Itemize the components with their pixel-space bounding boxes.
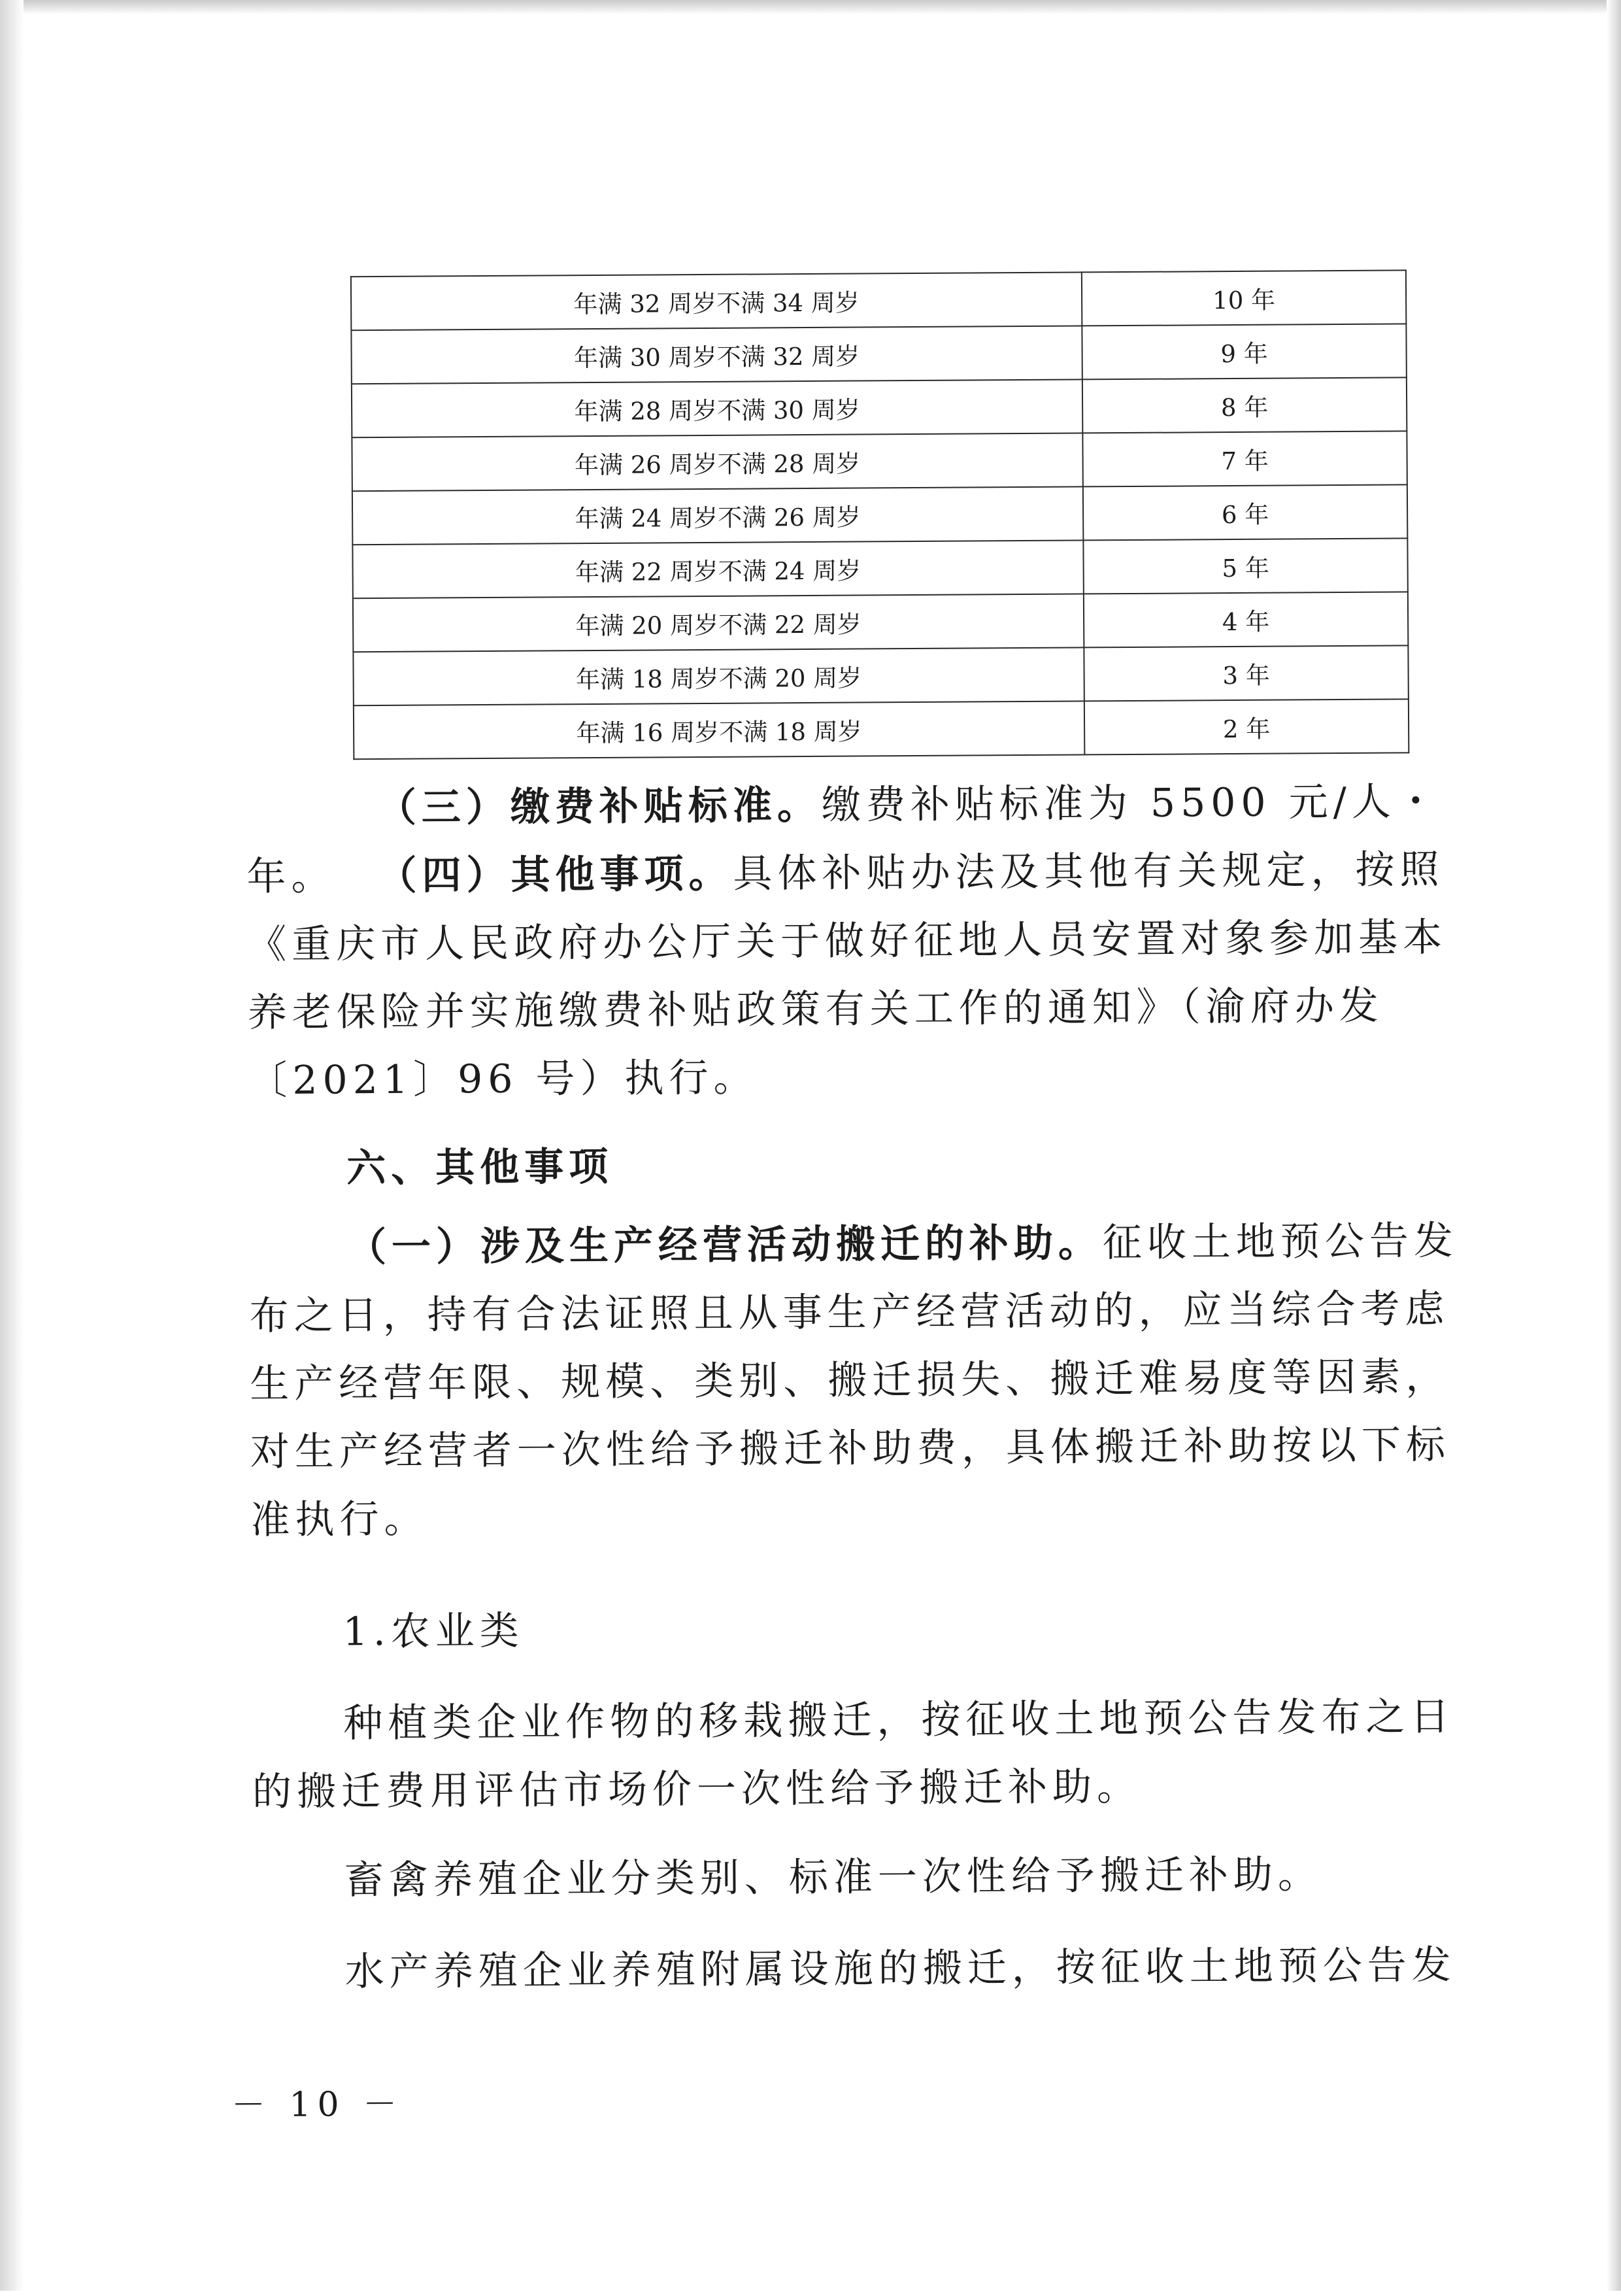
- years-cell: 2 年: [1084, 699, 1409, 754]
- years-cell: 7 年: [1082, 431, 1407, 486]
- agriculture-subheading: 1.农业类: [343, 1608, 525, 1655]
- table-row: [353, 592, 1408, 652]
- table-row: [351, 270, 1406, 330]
- age-range-cell: 年满 30 周岁不满 32 周岁: [351, 326, 1082, 384]
- age-range-cell: 年满 26 周岁不满 28 周岁: [352, 433, 1082, 491]
- years-cell: 8 年: [1082, 377, 1407, 433]
- age-years-table: [350, 269, 1409, 760]
- planting-paragraph: 种植类企业作物的移栽搬迁，按征收土地预公告发布之日的搬迁费用评估市场价一次性给予搬迁补助。: [252, 1693, 1455, 1815]
- paragraph-body: 具体补贴办法及其他有关规定，按照《重庆市人民政府办公厅关于做好征地人员安置对象参加基本养老保险并实施缴费补贴政策有关工作的通知》（渝府办发〔2021〕96 号）执行。: [246, 847, 1448, 1104]
- table-row: [352, 538, 1407, 598]
- table-row: [351, 324, 1406, 384]
- age-range-cell: 年满 24 周岁不满 26 周岁: [352, 486, 1083, 545]
- section-heading-six: 六、其他事项: [346, 1143, 614, 1192]
- table-row: [352, 484, 1407, 545]
- age-range-cell: 年满 32 周岁不满 34 周岁: [351, 272, 1082, 330]
- age-range-cell: 年满 16 周岁不满 18 周岁: [354, 701, 1084, 759]
- age-range-cell: 年满 20 周岁不满 22 周岁: [353, 594, 1084, 652]
- years-cell: 3 年: [1084, 645, 1408, 701]
- table-row: [353, 645, 1408, 705]
- age-range-cell: 年满 22 周岁不满 24 周岁: [352, 540, 1083, 598]
- page-number: － 10 －: [231, 2084, 404, 2125]
- table-row: [354, 699, 1409, 759]
- paragraph-body: 征收土地预公告发布之日，持有合法证照且从事生产经营活动的，应当综合考虑生产经营年限、规模、类别、搬迁损失、搬迁难易度等因素，对生产经营者一次性给予搬迁补助费，具体搬迁补助按以下标准执行。: [249, 1217, 1459, 1544]
- years-cell: 5 年: [1083, 538, 1407, 594]
- relocation-subsidy-paragraph: [249, 1207, 1480, 1554]
- table-row: [352, 431, 1407, 491]
- age-table-body: [351, 270, 1409, 759]
- paragraph-lead: （三）缴费补贴标准。: [376, 782, 822, 832]
- table-row: [352, 377, 1407, 437]
- age-range-cell: 年满 28 周岁不满 30 周岁: [352, 379, 1082, 437]
- paragraph-body: 缴费补贴标准为 5500 元/人・年。: [246, 779, 1441, 900]
- paragraph-lead: （一）涉及生产经营活动搬迁的补助。: [346, 1220, 1103, 1271]
- aquaculture-paragraph: 水产养殖企业养殖附属设施的搬迁，按征收土地预公告发: [344, 1942, 1456, 1995]
- other-items-paragraph: [246, 836, 1477, 1115]
- years-cell: 9 年: [1082, 324, 1406, 379]
- livestock-paragraph: 畜禽养殖企业分类别、标准一次性给予搬迁补助。: [344, 1851, 1323, 1904]
- age-range-cell: 年满 18 周岁不满 20 周岁: [353, 647, 1084, 705]
- years-cell: 6 年: [1083, 484, 1407, 540]
- years-cell: 10 年: [1082, 270, 1406, 326]
- paragraph-lead: （四）其他事项。: [377, 851, 733, 900]
- years-cell: 4 年: [1084, 592, 1408, 647]
